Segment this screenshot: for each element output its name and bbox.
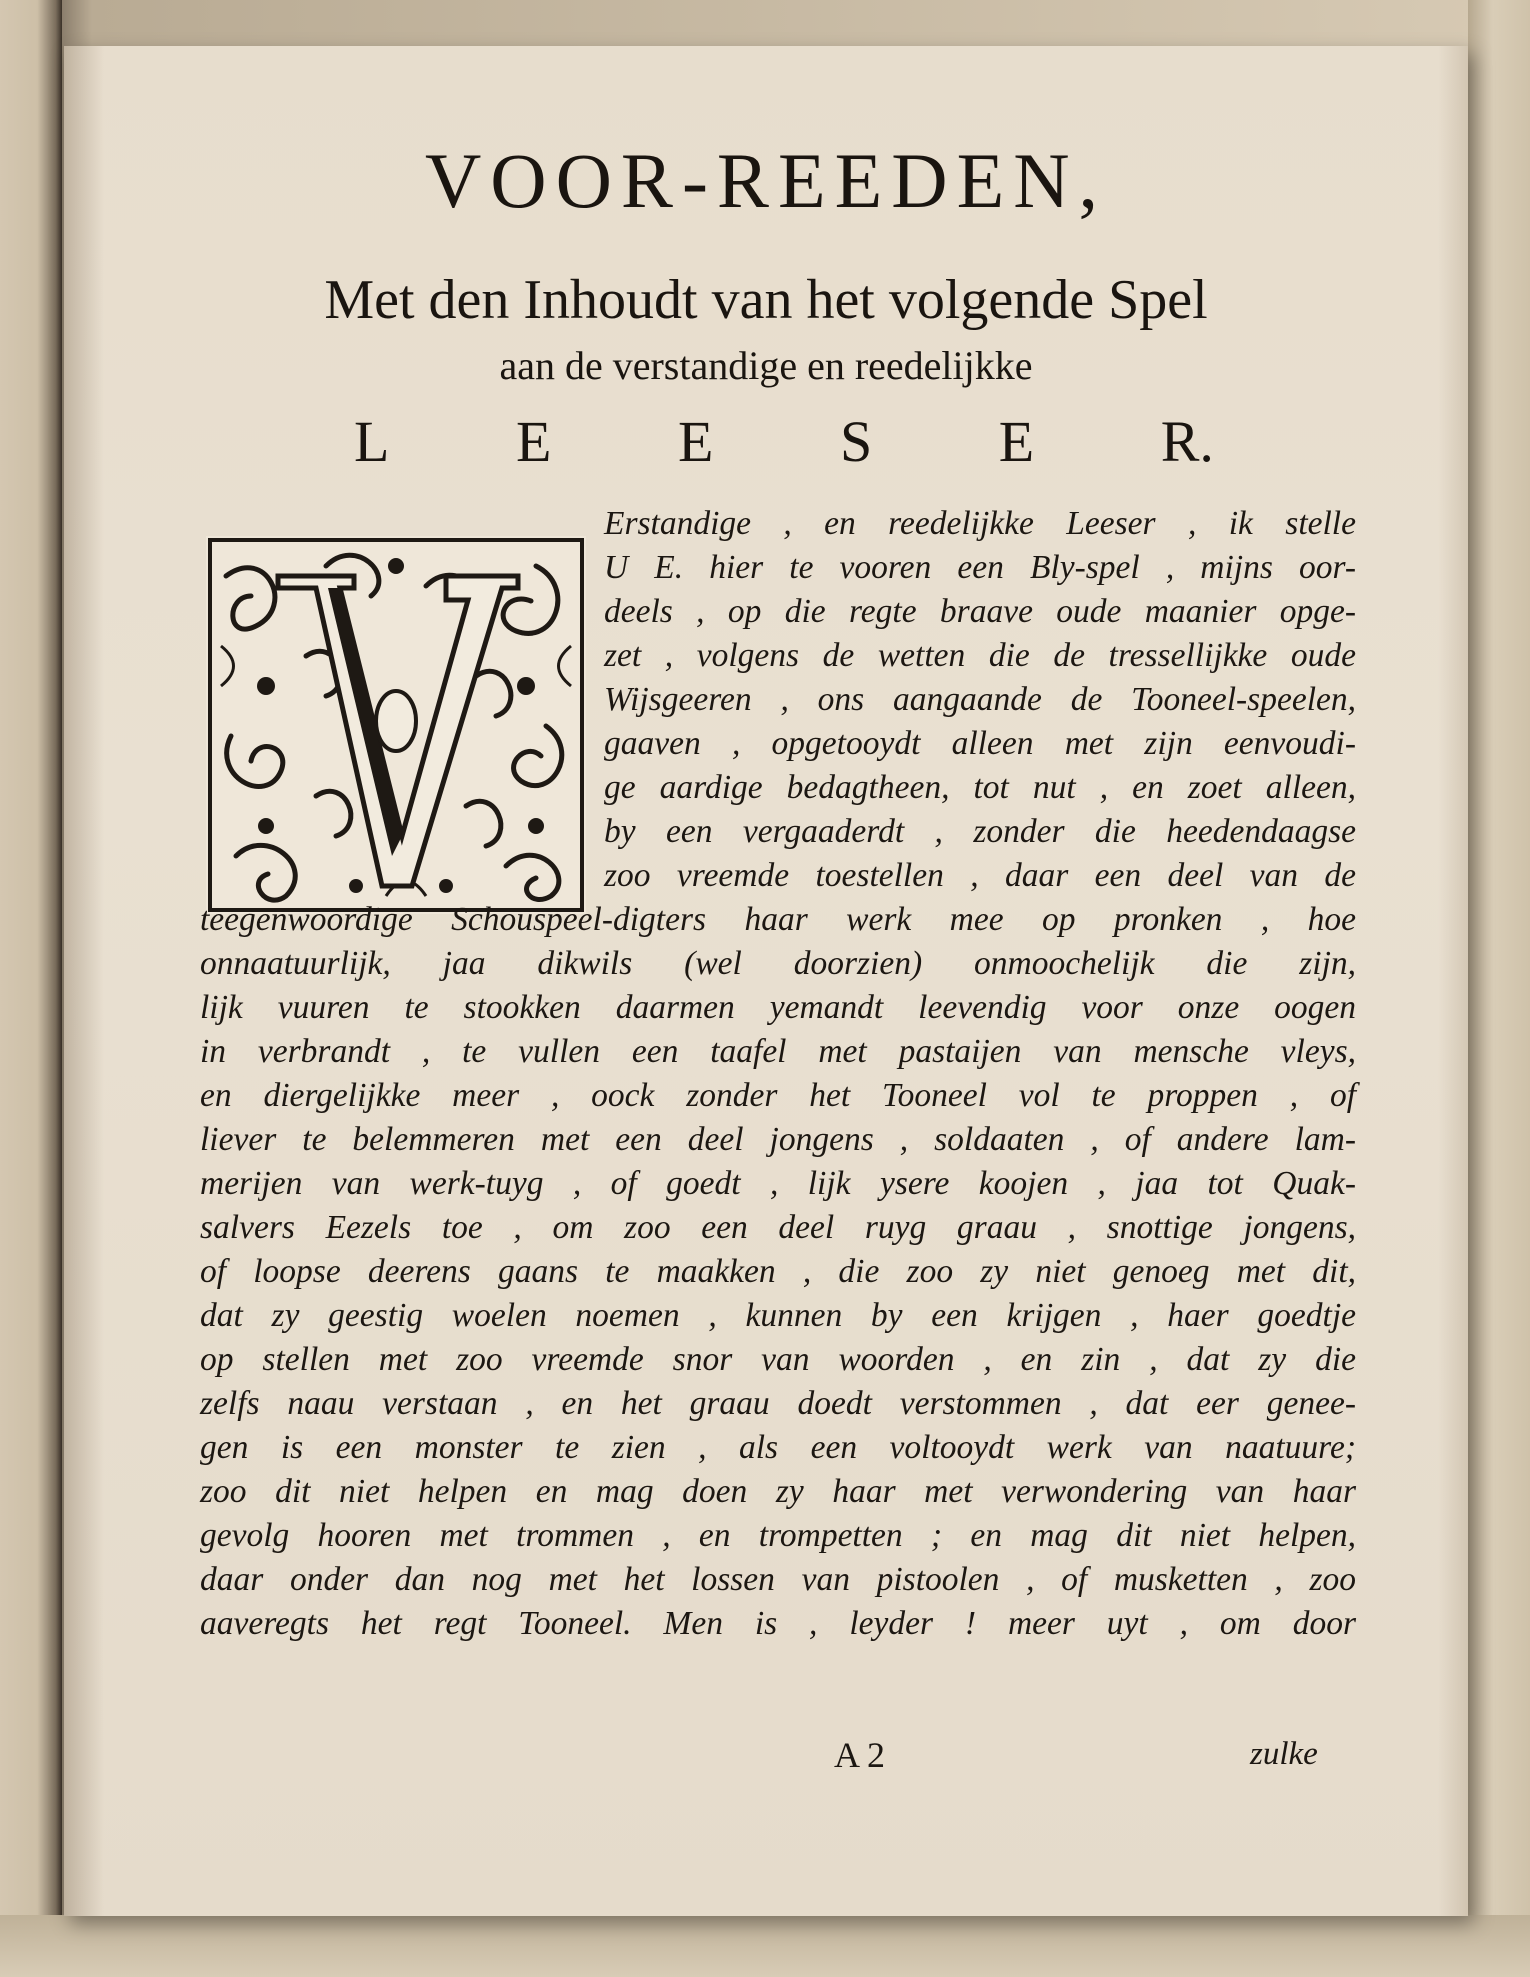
reader-letter: L (354, 409, 390, 474)
body-line: gen is een monster te zien , als een voltooydt werk van naatuure; (200, 1429, 1356, 1466)
catchword: zulke (1250, 1736, 1318, 1772)
body-line: en diergelijkke meer , oock zonder het Tooneel vol te proppen , of (200, 1077, 1356, 1114)
reader-letter: S (839, 409, 873, 474)
facing-page-edge (0, 0, 62, 1977)
body-line: dat zy geestig woelen noemen , kunnen by een krijgen , haer goedtje (200, 1297, 1356, 1334)
subtitle-line-1: Met den Inhoudt van het volgende Spel (324, 269, 1208, 331)
body-line: op stellen met zoo vreemde snor van woorden , en zin , dat zy die (200, 1341, 1356, 1378)
ornament-illustration (206, 536, 586, 914)
reader-letter: E (998, 409, 1035, 474)
body-line: gevolg hooren met trommen , en trompetten ; en mag dit niet helpen, (200, 1517, 1356, 1554)
body-line: of loopse deerens gaans te maakken , die zoo zy niet genoeg met dit, (200, 1253, 1356, 1290)
body-line: ge aardige bedagtheen, tot nut , en zoet alleen, (604, 769, 1356, 806)
body-line: merijen van werk-tuyg , of goedt , lijk ysere koojen , jaa tot Quak- (200, 1165, 1356, 1202)
body-line: Wijsgeeren , ons aangaande de Tooneel-speelen, (604, 681, 1356, 718)
reader-letter: R. (1160, 409, 1214, 474)
subtitle-line-2: aan de verstandige en reedelijkke (499, 343, 1033, 388)
reader-heading (354, 408, 1214, 475)
body-line: onnaatuurlijk, jaa dikwils (wel doorzien) onmoochelijk die zijn, (200, 945, 1356, 982)
body-line: zelfs naau verstaan , en het graau doedt verstommen , dat eer genee- (200, 1385, 1356, 1422)
page-title: VOOR-REEDEN, (424, 137, 1108, 224)
body-line: teegenwoordige Schouspeel-digters haar werk mee op pronken , hoe (200, 901, 1356, 938)
body-line: zoo vreemde toestellen , daar een deel van de (604, 857, 1356, 894)
body-line: gaaven , opgetooydt alleen met zijn eenvoudi- (604, 725, 1356, 762)
body-line: lijk vuuren te stookken daarmen yemandt leevendig voor onze oogen (200, 989, 1356, 1026)
book-page (64, 46, 1468, 1916)
body-line: Erstandige , en reedelijkke Leeser , ik stelle (604, 505, 1356, 542)
body-line: zet , volgens de wetten die de tressellijkke oude (604, 637, 1356, 674)
body-line: by een vergaaderdt , zonder die heedendaagse (604, 813, 1356, 850)
body-line: salvers Eezels toe , om zoo een deel ruyg graau , snottige jongens, (200, 1209, 1356, 1246)
body-line: zoo dit niet helpen en mag doen zy haar met verwondering van haar (200, 1473, 1356, 1510)
body-line: in verbrandt , te vullen een taafel met pastaijen van mensche vleys, (200, 1033, 1356, 1070)
body-line: aaveregts het regt Tooneel. Men is , leyder ! meer uyt , om door (200, 1605, 1356, 1642)
body-line: U E. hier te vooren een Bly-spel , mijns oor- (604, 549, 1356, 586)
page-signature: A 2 (834, 1735, 886, 1775)
body-line: liever te belemmeren met een deel jongens , soldaaten , of andere lam- (200, 1121, 1356, 1158)
decorated-initial (206, 536, 586, 914)
body-line: deels , op die regte braave oude maanier opge- (604, 593, 1356, 630)
reader-letter: E (515, 409, 552, 474)
right-background (1468, 0, 1530, 1977)
body-line: daar onder dan nog met het lossen van pistoolen , of musketten , zoo (200, 1561, 1356, 1598)
reader-letter: E (677, 409, 714, 474)
bottom-background (0, 1915, 1530, 1977)
